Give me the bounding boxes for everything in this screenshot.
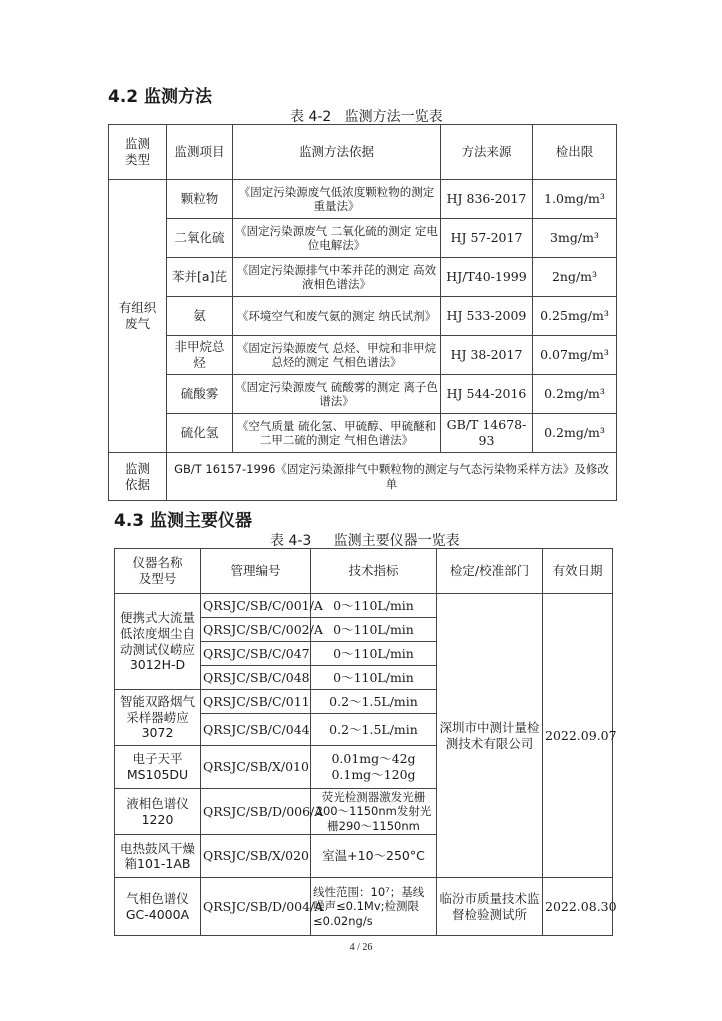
section-title-4-3: 4.3 监测主要仪器 (114, 511, 253, 531)
code-cell: QRSJC/SB/C/001/A (201, 594, 311, 618)
spec-cell: 0.2～1.5L/min (311, 690, 437, 714)
limit-cell: 2ng/m³ (533, 258, 617, 297)
source-cell: HJ 57-2017 (441, 219, 533, 258)
table-4-2-caption: 表 4-2 监测方法一览表 (290, 109, 443, 125)
header-cell: 监测 类型 (109, 125, 167, 180)
spec-cell: 0.2～1.5L/min (311, 714, 437, 746)
method-cell: 《固定污染源废气 二氧化硫的测定 定电位电解法》 (233, 219, 441, 258)
valid-date-cell: 2022.08.30 (543, 878, 613, 936)
code-cell: QRSJC/SB/D/006/A (201, 789, 311, 835)
basis-label-cell: 监测 依据 (109, 453, 167, 501)
source-cell: HJ 836-2017 (441, 180, 533, 219)
instruments-table (114, 548, 617, 936)
spec-cell: 0.01mg～42g 0.1mg～120g (311, 746, 437, 789)
item-cell: 颗粒物 (167, 180, 233, 219)
item-cell: 硫化氢 (167, 414, 233, 453)
limit-cell: 0.25mg/m³ (533, 297, 617, 336)
table-row (109, 336, 617, 375)
valid-date-cell: 2022.09.07 (543, 594, 613, 878)
spec-cell: 0～110L/min (311, 594, 437, 618)
instrument-name-cell: 气相色谱仪 GC-4000A (115, 878, 201, 936)
header-cell: 方法来源 (441, 125, 533, 180)
source-cell: HJ/T40-1999 (441, 258, 533, 297)
limit-cell: 3mg/m³ (533, 219, 617, 258)
table-row (115, 594, 613, 618)
basis-text-cell: GB/T 16157-1996《固定污染源排气中颗粒物的测定与气态污染物采样方法》及修改单 (167, 453, 617, 501)
table-header-row (115, 549, 613, 594)
code-cell: QRSJC/SB/X/020 (201, 835, 311, 878)
spec-cell: 0～110L/min (311, 642, 437, 666)
item-cell: 非甲烷总烃 (167, 336, 233, 375)
spec-cell: 线性范围：10⁷；基线噪声≤0.1Mv;检测限≤0.02ng/s (311, 878, 437, 936)
table-row (109, 258, 617, 297)
monitoring-methods-table (108, 124, 617, 501)
header-cell: 监测方法依据 (233, 125, 441, 180)
item-cell: 苯并[a]芘 (167, 258, 233, 297)
limit-cell: 0.2mg/m³ (533, 375, 617, 414)
method-cell: 《空气质量 硫化氢、甲硫醇、甲硫醚和二甲二硫的测定 气相色谱法》 (233, 414, 441, 453)
table-header-row (109, 125, 617, 180)
source-cell: GB/T 14678-93 (441, 414, 533, 453)
instrument-name-cell: 便携式大流量低浓度烟尘自动测试仪崂应3012H-D (115, 594, 201, 690)
method-cell: 《固定污染源排气中苯并芘的测定 高效液相色谱法》 (233, 258, 441, 297)
item-cell: 二氧化硫 (167, 219, 233, 258)
code-cell: QRSJC/SB/C/002/A (201, 618, 311, 642)
code-cell: QRSJC/SB/C/044 (201, 714, 311, 746)
spec-cell: 0～110L/min (311, 666, 437, 690)
source-cell: HJ 544-2016 (441, 375, 533, 414)
source-cell: HJ 533-2009 (441, 297, 533, 336)
code-cell: QRSJC/SB/C/011 (201, 690, 311, 714)
table-row (115, 878, 613, 936)
code-cell: QRSJC/SB/C/048 (201, 666, 311, 690)
spec-cell: 0～110L/min (311, 618, 437, 642)
header-cell: 检定/校准部门 (437, 549, 543, 594)
spec-cell: 荧光检测器激发光栅200～1150nm发射光栅290～1150nm (311, 789, 437, 835)
table-row (109, 297, 617, 336)
header-cell: 管理编号 (201, 549, 311, 594)
item-cell: 氨 (167, 297, 233, 336)
code-cell: QRSJC/SB/X/010 (201, 746, 311, 789)
table-4-3-caption: 表 4-3 监测主要仪器一览表 (270, 533, 460, 549)
calibration-dept-cell: 临汾市质量技术监督检验测试所 (437, 878, 543, 936)
instrument-name-cell: 电子天平 MS105DU (115, 746, 201, 789)
header-cell: 有效日期 (543, 549, 613, 594)
limit-cell: 0.2mg/m³ (533, 414, 617, 453)
code-cell: QRSJC/SB/D/004/A (201, 878, 311, 936)
monitor-type-cell: 有组织 废气 (109, 180, 167, 453)
method-cell: 《固定污染源废气低浓度颗粒物的测定 重量法》 (233, 180, 441, 219)
item-cell: 硫酸雾 (167, 375, 233, 414)
basis-row (109, 453, 617, 501)
method-cell: 《环境空气和废气氨的测定 纳氏试剂》 (233, 297, 441, 336)
section-title-4-2: 4.2 监测方法 (108, 87, 213, 107)
table-row (109, 219, 617, 258)
method-cell: 《固定污染源废气 硫酸雾的测定 离子色谱法》 (233, 375, 441, 414)
code-cell: QRSJC/SB/C/047 (201, 642, 311, 666)
method-cell: 《固定污染源废气 总烃、甲烷和非甲烷总烃的测定 气相色谱法》 (233, 336, 441, 375)
header-cell: 检出限 (533, 125, 617, 180)
instrument-name-cell: 液相色谱仪 1220 (115, 789, 201, 835)
header-cell: 仪器名称 及型号 (115, 549, 201, 594)
limit-cell: 1.0mg/m³ (533, 180, 617, 219)
source-cell: HJ 38-2017 (441, 336, 533, 375)
table-row (109, 375, 617, 414)
spec-cell: 室温+10～250°C (311, 835, 437, 878)
page-number: 4 / 26 (349, 942, 373, 953)
header-cell: 技术指标 (311, 549, 437, 594)
table-row (109, 414, 617, 453)
header-cell: 监测项目 (167, 125, 233, 180)
limit-cell: 0.07mg/m³ (533, 336, 617, 375)
instrument-name-cell: 智能双路烟气采样器崂应3072 (115, 690, 201, 746)
calibration-dept-cell: 深圳市中测计量检测技术有限公司 (437, 594, 543, 878)
table-row (109, 180, 617, 219)
instrument-name-cell: 电热鼓风干燥箱101-1AB (115, 835, 201, 878)
